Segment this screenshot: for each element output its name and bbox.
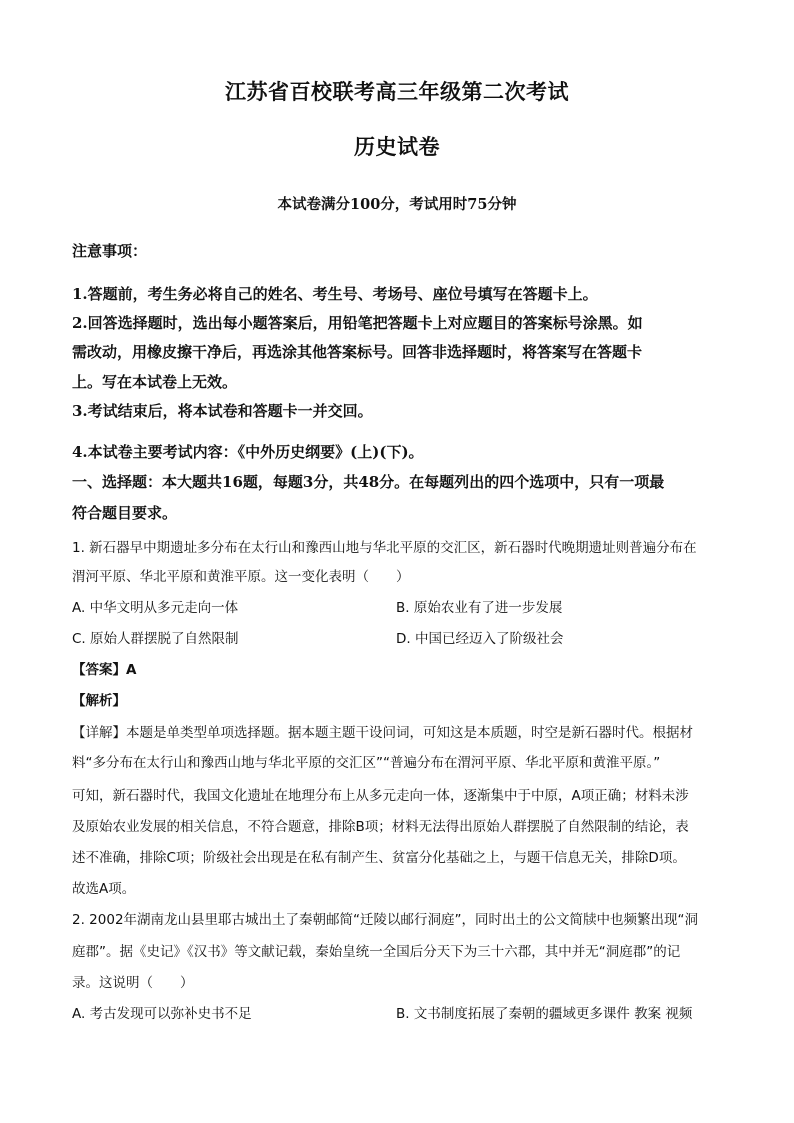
question-2-option-b: B. 文书制度拓展了秦朝的疆域更多课件 教案 视频 [396,1006,693,1022]
section-heading: 符合题目要求。 [72,504,178,522]
question-2-option-a: A. 考古发现可以弥补史书不足 [72,1006,252,1022]
question-2-stem: 2. 2002年湖南龙山县里耶古城出土了秦朝邮简“迁陵以邮行洞庭”，同时出土的公文简牍中也频繁出现“洞 [72,912,699,928]
question-1-detail: 可知，新石器时代，我国文化遗址在地理分布上从多元走向一体，逐渐集中于中原，A项正确；材料未涉 [72,788,689,804]
exam-title: 江苏省百校联考高三年级第二次考试 [225,79,569,104]
question-1-option-c: C. 原始人群摆脱了自然限制 [72,631,239,647]
notes-heading: 注意事项： [72,242,148,260]
note-line: 4.本试卷主要考试内容：《中外历史纲要》(上)(下)。 [72,443,424,461]
question-1-answer: 【答案】A [72,662,137,678]
question-1-stem: 渭河平原、华北平原和黄淮平原。这一变化表明（ ） [72,569,410,585]
note-line: 1.答题前，考生务必将自己的姓名、考生号、考场号、座位号填写在答题卡上。 [72,285,598,303]
question-1-option-b: B. 原始农业有了进一步发展 [396,600,563,616]
exam-info: 本试卷满分100分，考试用时75分钟 [277,196,517,213]
question-1-analysis-label: 【解析】 [72,693,126,709]
question-1-detail: 料“多分布在太行山和豫西山地与华北平原的交汇区”“普遍分布在渭河平原、华北平原和黄淮平原。” [72,755,661,771]
question-1-detail: 【详解】本题是单类型单项选择题。据本题主题干设问词，可知这是本质题，时空是新石器时代。根据材 [72,725,693,741]
section-heading: 一、选择题：本大题共16题，每题3分，共48分。在每题列出的四个选项中，只有一项最 [72,473,665,491]
subject-title: 历史试卷 [354,134,440,159]
question-1-detail: 述不准确，排除C项；阶级社会出现是在私有制产生、贫富分化基础之上，与题干信息无关，排除D项。 [72,850,686,866]
question-1-detail: 故选A项。 [72,881,136,897]
question-2-stem: 庭郡”。据《史记》《汉书》等文献记载，秦始皇统一全国后分天下为三十六郡，其中并无“洞庭郡”的记 [72,944,681,960]
note-line: 2.回答选择题时，选出每小题答案后，用铅笔把答题卡上对应题目的答案标号涂黑。如 [72,314,643,332]
note-line: 3.考试结束后，将本试卷和答题卡一并交回。 [72,402,373,420]
note-line: 上。写在本试卷上无效。 [72,373,238,391]
question-1-stem: 1. 新石器早中期遗址多分布在太行山和豫西山地与华北平原的交汇区，新石器时代晚期遗址则普遍分布在 [72,540,697,556]
note-line: 需改动，用橡皮擦干净后，再选涂其他答案标号。回答非选择题时，将答案写在答题卡 [72,343,643,361]
question-1-option-a: A. 中华文明从多元走向一体 [72,600,239,616]
question-2-stem: 录。这说明（ ） [72,975,194,991]
question-1-option-d: D. 中国已经迈入了阶级社会 [396,631,564,647]
question-1-detail: 及原始农业发展的相关信息，不符合题意，排除B项；材料无法得出原始人群摆脱了自然限制的结论，表 [72,819,689,835]
